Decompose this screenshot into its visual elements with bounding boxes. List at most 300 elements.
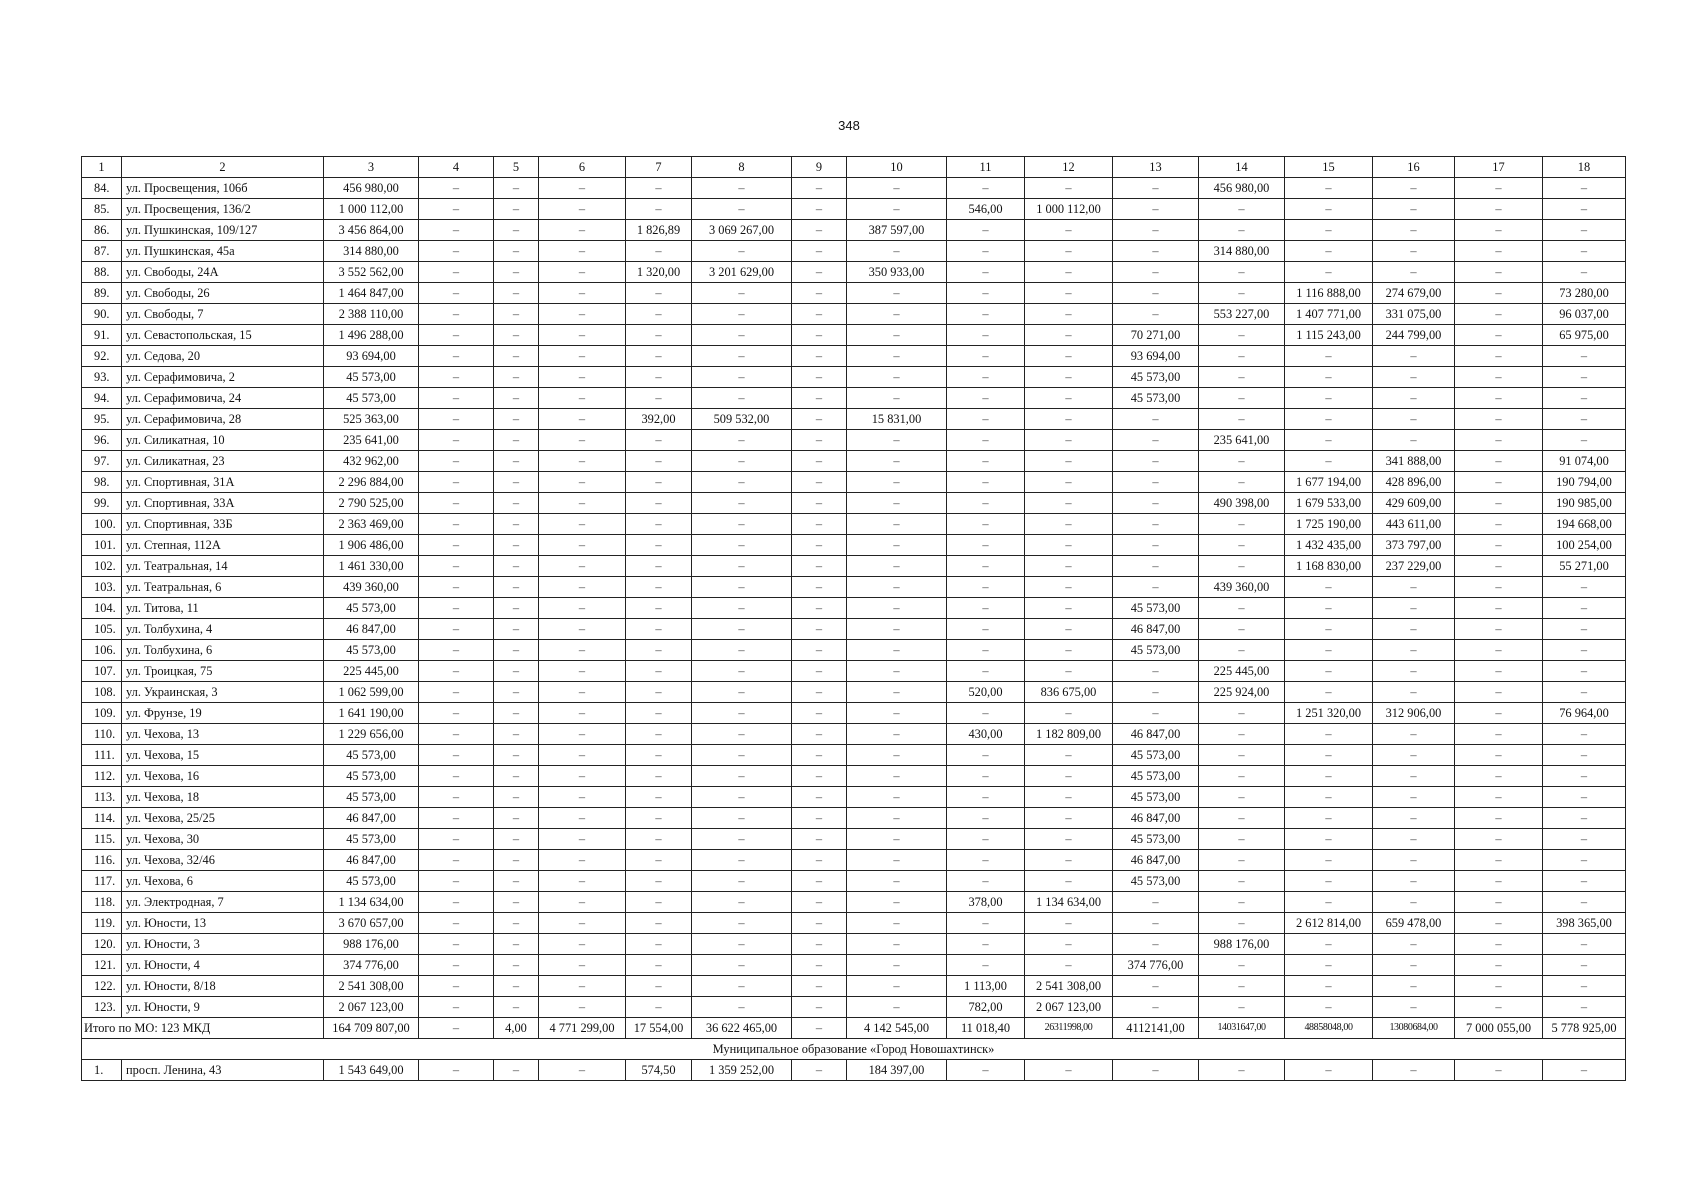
value-cell: – [792, 451, 847, 472]
row-number: 88. [82, 262, 122, 283]
value-cell: – [947, 955, 1025, 976]
column-header: 16 [1373, 157, 1455, 178]
value-cell: – [1455, 955, 1543, 976]
value-cell: – [947, 493, 1025, 514]
value-cell: – [1543, 661, 1626, 682]
row-number: 99. [82, 493, 122, 514]
value-cell: – [1199, 472, 1285, 493]
value-cell: – [1373, 619, 1455, 640]
value-cell: 1 115 243,00 [1285, 325, 1373, 346]
value-cell: – [947, 640, 1025, 661]
value-cell: – [1199, 619, 1285, 640]
value-cell: – [692, 997, 792, 1018]
value-cell: – [847, 892, 947, 913]
value-cell: – [1285, 388, 1373, 409]
value-cell: – [1543, 997, 1626, 1018]
value-cell: – [1543, 262, 1626, 283]
row-number: 119. [82, 913, 122, 934]
value-cell: – [419, 829, 494, 850]
value-cell: – [626, 682, 692, 703]
value-cell: – [539, 997, 626, 1018]
value-cell: – [792, 493, 847, 514]
value-cell: – [539, 976, 626, 997]
value-cell: – [419, 913, 494, 934]
value-cell: 520,00 [947, 682, 1025, 703]
value-cell: – [539, 766, 626, 787]
value-cell: 782,00 [947, 997, 1025, 1018]
value-cell: – [1543, 934, 1626, 955]
row-number: 113. [82, 787, 122, 808]
value-cell: 46 847,00 [1113, 619, 1199, 640]
value-cell: 1 432 435,00 [1285, 535, 1373, 556]
value-cell: – [1285, 850, 1373, 871]
table-row [82, 388, 1626, 409]
value-cell: – [419, 220, 494, 241]
value-cell: – [1455, 703, 1543, 724]
value-cell: – [1199, 850, 1285, 871]
value-cell: – [1113, 472, 1199, 493]
value-cell: – [494, 703, 539, 724]
value-cell: – [1025, 367, 1113, 388]
value-cell: – [1025, 829, 1113, 850]
table-header [82, 157, 1626, 178]
address-cell: ул. Юности, 9 [122, 997, 324, 1018]
value-cell: – [419, 241, 494, 262]
value-cell: – [539, 640, 626, 661]
total-value: 14031647,00 [1199, 1018, 1285, 1039]
value-cell: – [947, 283, 1025, 304]
value-cell: – [539, 262, 626, 283]
value-cell: – [539, 430, 626, 451]
value-cell: – [1113, 682, 1199, 703]
value-cell: – [419, 535, 494, 556]
value-cell: – [1373, 430, 1455, 451]
value-cell: – [692, 640, 792, 661]
value-cell: – [847, 997, 947, 1018]
value-cell: – [792, 577, 847, 598]
value-cell: – [1199, 1060, 1285, 1081]
value-cell: – [692, 598, 792, 619]
value-cell: – [1543, 388, 1626, 409]
table-body [82, 178, 1626, 1081]
value-cell: – [792, 640, 847, 661]
value-cell: – [1285, 430, 1373, 451]
value-cell: – [947, 850, 1025, 871]
value-cell: – [1543, 619, 1626, 640]
value-cell: – [692, 787, 792, 808]
value-cell: – [1455, 283, 1543, 304]
value-cell: – [419, 472, 494, 493]
value-cell: – [539, 556, 626, 577]
value-cell: – [494, 682, 539, 703]
row-number: 97. [82, 451, 122, 472]
value-cell: – [847, 556, 947, 577]
value-cell: – [626, 325, 692, 346]
value-cell: 1 229 656,00 [324, 724, 419, 745]
value-cell: – [692, 661, 792, 682]
value-cell: 45 573,00 [1113, 640, 1199, 661]
column-header: 14 [1199, 157, 1285, 178]
column-header: 6 [539, 157, 626, 178]
value-cell: – [539, 850, 626, 871]
value-cell: 46 847,00 [1113, 724, 1199, 745]
value-cell: – [947, 808, 1025, 829]
value-cell: – [847, 787, 947, 808]
value-cell: – [1285, 409, 1373, 430]
value-cell: – [1025, 493, 1113, 514]
value-cell: – [792, 787, 847, 808]
value-cell: – [1543, 598, 1626, 619]
value-cell: – [947, 787, 1025, 808]
value-cell: 91 074,00 [1543, 451, 1626, 472]
value-cell: 2 541 308,00 [1025, 976, 1113, 997]
value-cell: – [847, 661, 947, 682]
value-cell: 430,00 [947, 724, 1025, 745]
value-cell: – [1113, 1060, 1199, 1081]
value-cell: – [1113, 997, 1199, 1018]
value-cell: – [419, 745, 494, 766]
value-cell: – [847, 178, 947, 199]
value-cell: – [1455, 598, 1543, 619]
value-cell: – [419, 766, 494, 787]
value-cell: 490 398,00 [1199, 493, 1285, 514]
value-cell: – [494, 808, 539, 829]
value-cell: – [792, 934, 847, 955]
value-cell: – [1373, 661, 1455, 682]
value-cell: – [1455, 367, 1543, 388]
value-cell: – [419, 661, 494, 682]
value-cell: – [539, 472, 626, 493]
value-cell: – [692, 241, 792, 262]
value-cell: 456 980,00 [324, 178, 419, 199]
address-cell: ул. Толбухина, 6 [122, 640, 324, 661]
address-cell: ул. Чехова, 32/46 [122, 850, 324, 871]
row-number: 94. [82, 388, 122, 409]
value-cell: – [847, 934, 947, 955]
value-cell: – [1199, 955, 1285, 976]
value-cell: – [792, 766, 847, 787]
value-cell: – [847, 367, 947, 388]
value-cell: – [626, 241, 692, 262]
value-cell: 428 896,00 [1373, 472, 1455, 493]
value-cell: – [1025, 220, 1113, 241]
value-cell: – [1113, 661, 1199, 682]
row-number: 121. [82, 955, 122, 976]
value-cell: – [1285, 619, 1373, 640]
value-cell: – [494, 346, 539, 367]
value-cell: – [494, 514, 539, 535]
value-cell: 398 365,00 [1543, 913, 1626, 934]
value-cell: – [539, 829, 626, 850]
value-cell: – [692, 682, 792, 703]
value-cell: 1 168 830,00 [1285, 556, 1373, 577]
value-cell: 184 397,00 [847, 1060, 947, 1081]
value-cell: – [1113, 934, 1199, 955]
table-row [82, 199, 1626, 220]
value-cell: – [692, 850, 792, 871]
value-cell: – [1199, 346, 1285, 367]
value-cell: 1 679 533,00 [1285, 493, 1373, 514]
value-cell: – [1199, 808, 1285, 829]
row-number: 110. [82, 724, 122, 745]
value-cell: – [1285, 724, 1373, 745]
value-cell: 509 532,00 [692, 409, 792, 430]
value-cell: – [1543, 976, 1626, 997]
value-cell: – [1285, 598, 1373, 619]
value-cell: – [539, 619, 626, 640]
value-cell: – [1285, 1060, 1373, 1081]
table-row [82, 766, 1626, 787]
value-cell: – [692, 619, 792, 640]
column-header: 10 [847, 157, 947, 178]
value-cell: 96 037,00 [1543, 304, 1626, 325]
value-cell: – [792, 703, 847, 724]
value-cell: – [847, 325, 947, 346]
value-cell: – [1025, 913, 1113, 934]
value-cell: – [1455, 976, 1543, 997]
value-cell: 45 573,00 [1113, 598, 1199, 619]
table-row [82, 997, 1626, 1018]
address-cell: ул. Серафимовича, 28 [122, 409, 324, 430]
value-cell: 659 478,00 [1373, 913, 1455, 934]
value-cell: – [847, 724, 947, 745]
value-cell: 45 573,00 [324, 388, 419, 409]
address-cell: ул. Севастопольская, 15 [122, 325, 324, 346]
value-cell: – [692, 472, 792, 493]
row-number: 87. [82, 241, 122, 262]
value-cell: – [1455, 850, 1543, 871]
value-cell: – [626, 934, 692, 955]
table-row [82, 430, 1626, 451]
value-cell: – [1113, 430, 1199, 451]
value-cell: – [419, 325, 494, 346]
value-cell: – [792, 682, 847, 703]
value-cell: 341 888,00 [1373, 451, 1455, 472]
value-cell: 45 573,00 [1113, 787, 1199, 808]
table-row [82, 262, 1626, 283]
value-cell: 2 067 123,00 [324, 997, 419, 1018]
value-cell: 73 280,00 [1543, 283, 1626, 304]
value-cell: – [626, 766, 692, 787]
table-row [82, 1060, 1626, 1081]
value-cell: – [692, 178, 792, 199]
value-cell: – [1113, 514, 1199, 535]
value-cell: – [1373, 787, 1455, 808]
total-value: 13080684,00 [1373, 1018, 1455, 1039]
value-cell: – [1025, 661, 1113, 682]
value-cell: – [1543, 640, 1626, 661]
value-cell: – [419, 787, 494, 808]
value-cell: 76 964,00 [1543, 703, 1626, 724]
table-row [82, 955, 1626, 976]
value-cell: – [792, 661, 847, 682]
value-cell: – [692, 976, 792, 997]
value-cell: – [494, 199, 539, 220]
table-row [82, 283, 1626, 304]
value-cell: 1 182 809,00 [1025, 724, 1113, 745]
value-cell: – [947, 472, 1025, 493]
value-cell: 378,00 [947, 892, 1025, 913]
value-cell: – [1455, 388, 1543, 409]
value-cell: – [1199, 514, 1285, 535]
value-cell: – [1025, 346, 1113, 367]
value-cell: – [1199, 892, 1285, 913]
value-cell: 988 176,00 [1199, 934, 1285, 955]
value-cell: – [1543, 199, 1626, 220]
value-cell: – [792, 430, 847, 451]
value-cell: 429 609,00 [1373, 493, 1455, 514]
data-table [81, 156, 1626, 1081]
value-cell: – [1199, 745, 1285, 766]
value-cell: – [539, 661, 626, 682]
value-cell: – [1285, 640, 1373, 661]
value-cell: – [626, 850, 692, 871]
table-row [82, 241, 1626, 262]
row-number: 106. [82, 640, 122, 661]
value-cell: – [1543, 850, 1626, 871]
value-cell: – [1373, 745, 1455, 766]
value-cell: – [539, 514, 626, 535]
value-cell: – [947, 514, 1025, 535]
value-cell: – [1199, 199, 1285, 220]
total-value: 164 709 807,00 [324, 1018, 419, 1039]
value-cell: – [947, 451, 1025, 472]
value-cell: – [1025, 262, 1113, 283]
value-cell: – [947, 304, 1025, 325]
value-cell: – [1543, 829, 1626, 850]
value-cell: – [419, 619, 494, 640]
address-cell: просп. Ленина, 43 [122, 1060, 324, 1081]
total-value: – [792, 1018, 847, 1039]
table-row [82, 934, 1626, 955]
value-cell: 45 573,00 [324, 787, 419, 808]
value-cell: 1 251 320,00 [1285, 703, 1373, 724]
value-cell: 45 573,00 [1113, 766, 1199, 787]
value-cell: – [1113, 451, 1199, 472]
value-cell: – [947, 220, 1025, 241]
value-cell: – [626, 703, 692, 724]
value-cell: 194 668,00 [1543, 514, 1626, 535]
address-cell: ул. Чехова, 16 [122, 766, 324, 787]
value-cell: – [1373, 766, 1455, 787]
value-cell: – [1285, 871, 1373, 892]
value-cell: – [947, 556, 1025, 577]
value-cell: – [1285, 346, 1373, 367]
value-cell: 100 254,00 [1543, 535, 1626, 556]
value-cell: – [692, 808, 792, 829]
total-value: 11 018,40 [947, 1018, 1025, 1039]
value-cell: – [1285, 199, 1373, 220]
value-cell: – [1025, 850, 1113, 871]
value-cell: 45 573,00 [324, 598, 419, 619]
value-cell: – [1543, 178, 1626, 199]
value-cell: – [947, 577, 1025, 598]
value-cell: – [494, 787, 539, 808]
value-cell: – [1543, 241, 1626, 262]
value-cell: – [692, 871, 792, 892]
value-cell: – [419, 598, 494, 619]
value-cell: – [419, 409, 494, 430]
value-cell: – [494, 241, 539, 262]
value-cell: 1 062 599,00 [324, 682, 419, 703]
value-cell: 2 363 469,00 [324, 514, 419, 535]
table-row [82, 808, 1626, 829]
value-cell: 546,00 [947, 199, 1025, 220]
value-cell: 1 134 634,00 [1025, 892, 1113, 913]
value-cell: – [494, 976, 539, 997]
value-cell: – [494, 766, 539, 787]
value-cell: – [494, 619, 539, 640]
table-row [82, 913, 1626, 934]
value-cell: – [692, 346, 792, 367]
address-cell: ул. Серафимовича, 24 [122, 388, 324, 409]
value-cell: – [494, 367, 539, 388]
value-cell: – [947, 409, 1025, 430]
total-value: 4112141,00 [1113, 1018, 1199, 1039]
value-cell: 225 445,00 [1199, 661, 1285, 682]
value-cell: – [1543, 724, 1626, 745]
address-cell: ул. Чехова, 13 [122, 724, 324, 745]
address-cell: ул. Троицкая, 75 [122, 661, 324, 682]
value-cell: – [1285, 934, 1373, 955]
table-row [82, 409, 1626, 430]
row-number: 95. [82, 409, 122, 430]
table-row [82, 724, 1626, 745]
value-cell: – [494, 535, 539, 556]
value-cell: – [1373, 346, 1455, 367]
value-cell: – [1199, 766, 1285, 787]
value-cell: – [1543, 1060, 1626, 1081]
value-cell: – [1455, 535, 1543, 556]
value-cell: – [1455, 682, 1543, 703]
value-cell: – [1199, 829, 1285, 850]
value-cell: – [947, 430, 1025, 451]
value-cell: – [1025, 745, 1113, 766]
value-cell: – [419, 199, 494, 220]
value-cell: – [494, 724, 539, 745]
value-cell: – [539, 787, 626, 808]
value-cell: – [539, 388, 626, 409]
value-cell: – [1199, 787, 1285, 808]
address-cell: ул. Просвещения, 106б [122, 178, 324, 199]
value-cell: – [847, 241, 947, 262]
value-cell: – [419, 850, 494, 871]
value-cell: – [494, 283, 539, 304]
value-cell: – [626, 388, 692, 409]
value-cell: – [1025, 535, 1113, 556]
value-cell: – [792, 598, 847, 619]
value-cell: – [494, 829, 539, 850]
value-cell: – [626, 199, 692, 220]
value-cell: – [539, 724, 626, 745]
value-cell: – [1025, 955, 1113, 976]
value-cell: – [1113, 577, 1199, 598]
value-cell: – [692, 892, 792, 913]
row-number: 114. [82, 808, 122, 829]
value-cell: – [847, 829, 947, 850]
value-cell: – [1373, 829, 1455, 850]
value-cell: – [1455, 325, 1543, 346]
address-cell: ул. Спортивная, 33А [122, 493, 324, 514]
value-cell: – [419, 703, 494, 724]
value-cell: – [1199, 871, 1285, 892]
value-cell: 3 201 629,00 [692, 262, 792, 283]
value-cell: – [626, 724, 692, 745]
value-cell: – [494, 892, 539, 913]
value-cell: – [947, 745, 1025, 766]
value-cell: – [539, 577, 626, 598]
value-cell: – [1025, 1060, 1113, 1081]
